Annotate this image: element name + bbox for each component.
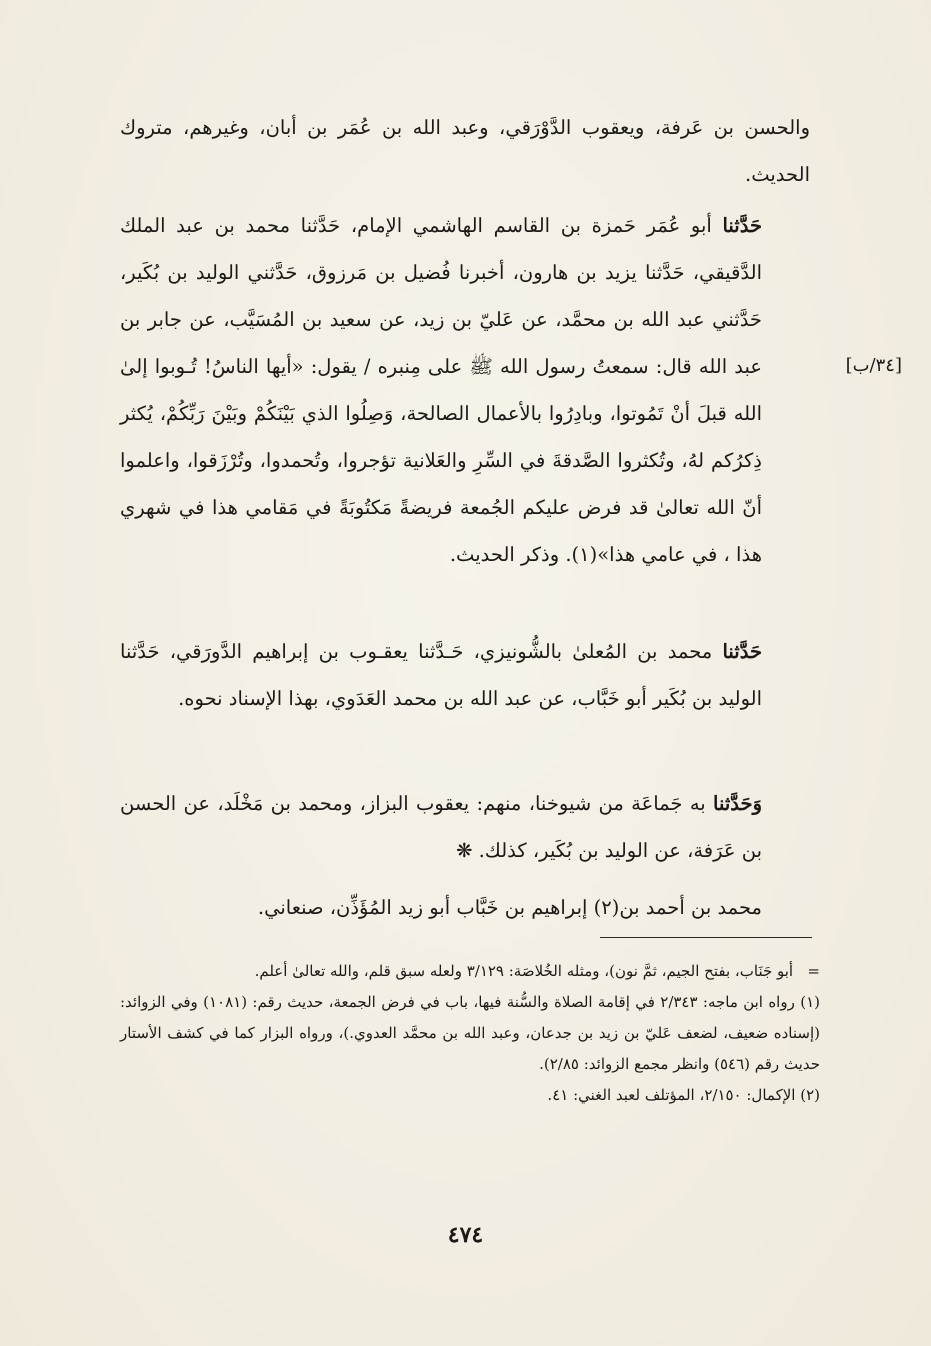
paragraph-text: محمد بن المُعلىٰ بالشُّونيزي، حَـدَّثنا يعقـوب بن إبراهيم الدَّورَقي، حَدَّثنا الوليد بن بُكَير أبو خَبَّاب، عن عبد الله بن محمد العَدَوي، بهذا الإسناد نحوه. <box>120 640 762 710</box>
paragraph-continuation <box>120 104 810 198</box>
footnote-text: أبو جَنَاب، بفتح الجيم، ثمَّ نون)، ومثله الخُلاصَة: ٣/١٢٩ ولعله سبق قلم، والله تعالىٰ أعلم. <box>254 962 794 980</box>
paragraph-text: به جَماعَة من شيوخنا، منهم: يعقوب البزاز، ومحمد بن مَخْلَد، عن الحسن بن عَرَفة، عن الوليد بن بُكَير، كذلك. ❋ <box>120 792 762 862</box>
paragraph-text: أبو عُمَر حَمزة بن القاسم الهاشمي الإمام، حَدَّثنا محمد بن عبد الملك الدَّقيقي، حَدَّثنا يزيد بن هارون، أخبرنا فُضيل بن مَرزوق، حَدَّثني الوليد بن بُكَير، حَدَّثني عبد الله بن محمَّد، عن عَليّ بن زيد، عن سعيد بن المُسَيَّب، عن جابر بن عبد الله قال: سمعتُ رسول الله ﷺ على مِنبره / يقول: «أيها الناسُ! تُـوبوا إلىٰ الله قبلَ أنْ تَمُوتوا، وبادِرُوا بالأعمال الصالحة، وَصِلُوا الذي بَيْنَكُمْ وبَيْنَ رَبِّكُمْ، يُكثر ذِكرُكم لهُ، وتُكثروا الصَّدقةَ في السِّرِ والعَلانية تؤجروا، وتُحمدوا، وتُرْزَقوا، واعلموا أنّ الله تعالىٰ قد فرض عليكم الجُمعة فريضةً مَكتُوبَةً في مَقامي هذا في شهري هذا ، في عامي هذا»(١). وذكر الحديث. <box>120 214 762 566</box>
footnote-item <box>120 987 820 1080</box>
paragraph-lead-word: حَدَّثنا <box>722 214 762 237</box>
footnote-marker: (١) <box>800 993 820 1011</box>
footnote-item <box>120 956 820 987</box>
paragraph-text: محمد بن أحمد بن(٢) إبراهيم بن خَبَّاب أبو زيد المُؤَذِّن، صنعاني. <box>257 896 762 919</box>
footnote-text: الإكمال: ٢/١٥٠، المؤتلف لعبد الغني: ٤١. <box>547 1086 796 1104</box>
paragraph-biography-heading <box>120 884 810 931</box>
footnote-marker: = <box>807 962 820 980</box>
footnote-item <box>120 1080 820 1111</box>
paragraph-lead-word: وَحَدَّثنا <box>713 792 762 815</box>
paragraph-lead-word: حَدَّثنا <box>722 640 762 663</box>
paragraph-second-chain <box>120 628 810 722</box>
footnote-separator <box>600 937 812 938</box>
paragraph-hadith-jabir <box>120 202 810 578</box>
paragraph-third-chain <box>120 780 810 874</box>
footnotes <box>120 956 820 1111</box>
page-number: ٤٧٤ <box>447 1222 484 1248</box>
paragraph-text: والحسن بن عَرفة، ويعقوب الدَّوْرَقي، وعبد الله بن عُمَر بن أبان، وغيرهم، متروك الحديث. <box>120 116 810 186</box>
footnote-marker: (٢) <box>800 1086 820 1104</box>
footnote-text: رواه ابن ماجه: ٢/٣٤٣ في إقامة الصلاة والسُّنة فيها، باب في فرض الجمعة، حديث رقم: (١٠٨١) وفي الزوائد: (إسناده ضعيف، لضعف عَليّ بن زيد بن جدعان، وعبد الله بن محمَّد العدوي.)، ورواه البزار كما في كشف الأستار حديث رقم (٥٤٦) وانظر مجمع الزوائد: ٢/٨٥). <box>120 993 820 1073</box>
manuscript-folio-marker: [٣٤/ب] <box>845 355 902 376</box>
